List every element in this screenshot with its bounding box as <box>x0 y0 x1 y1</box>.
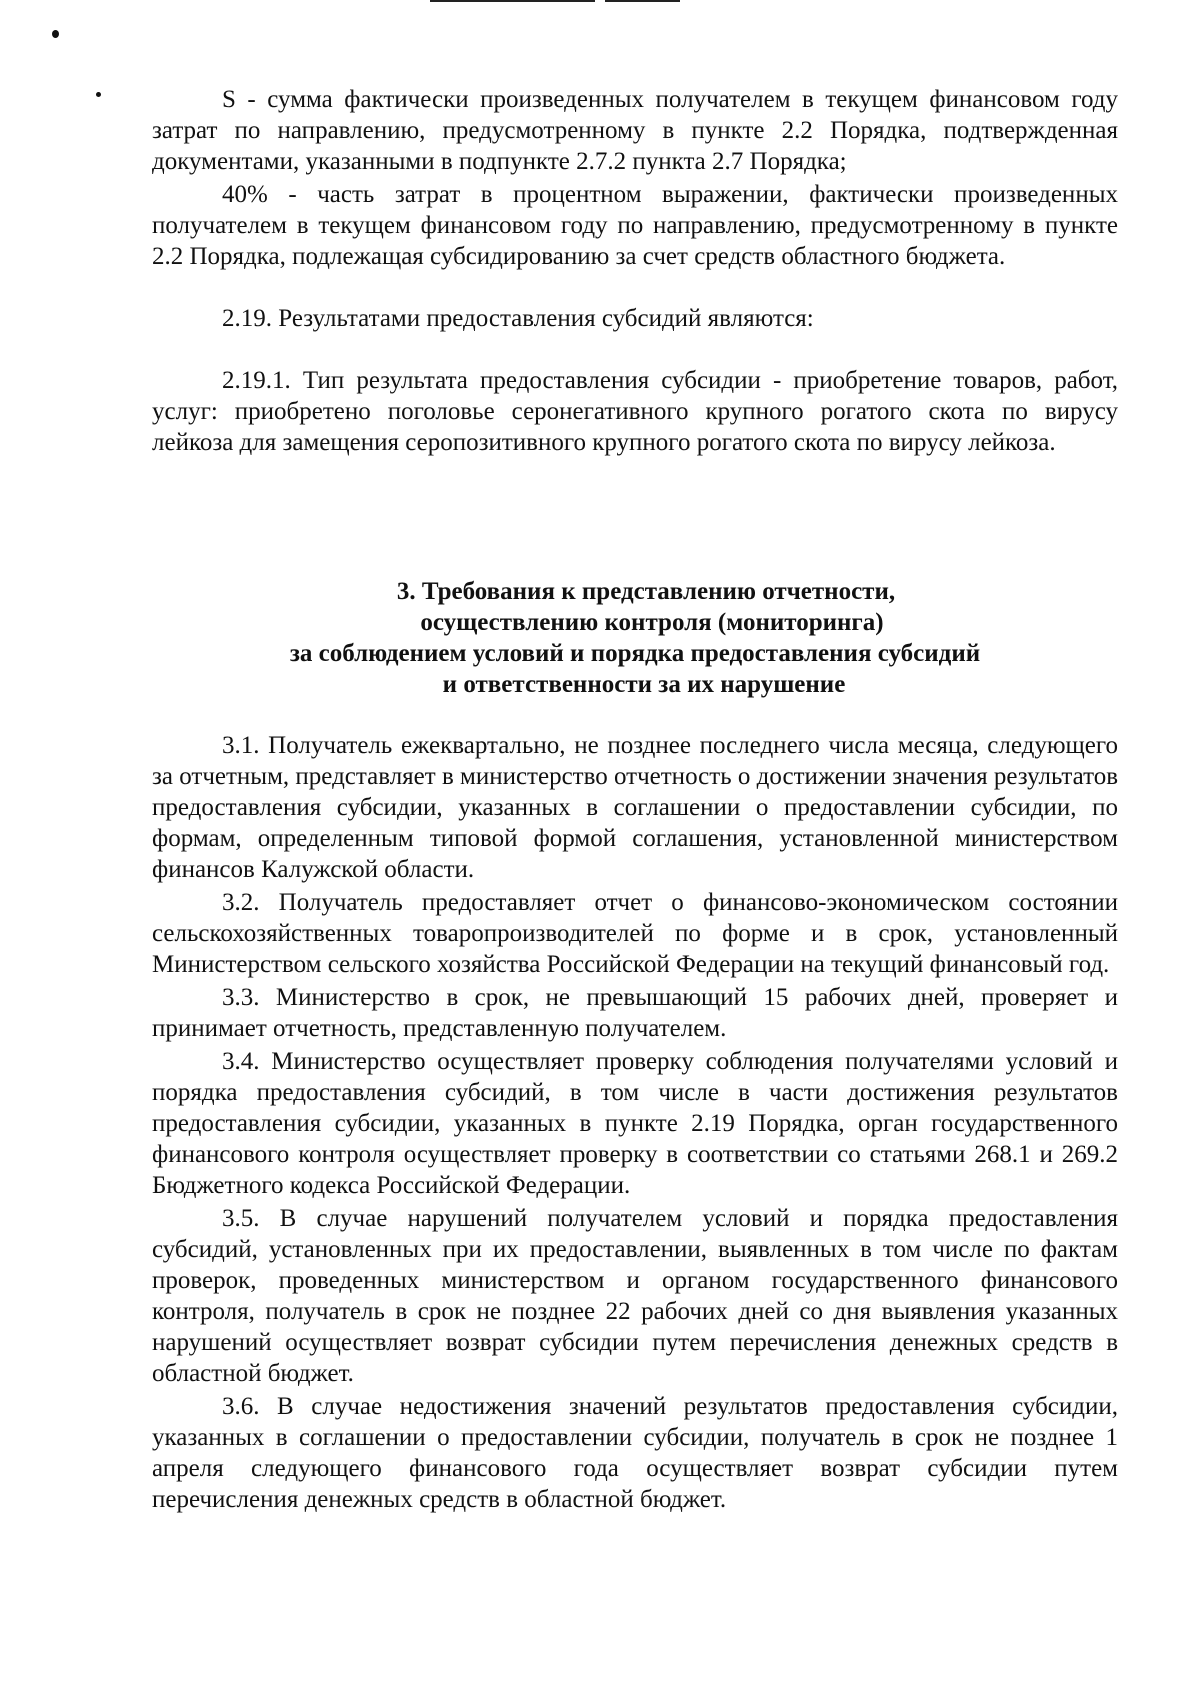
scan-artifact-speck <box>52 30 59 38</box>
paragraph-3-4: 3.4. Министерство осуществляет проверку соблюдения получателями условий и порядка предоставления субсидий, в том числе в части достижения результатов предоставления субсидии, указанных в пункте 2.19 Порядка, орган государственного финансового контроля осуществляет проверку в соответствии со статьями 268.1 и 269.2 Бюджетного кодекса Российской Федерации. <box>152 1048 1118 1199</box>
heading-line: и ответственности за их нарушение <box>442 671 846 698</box>
heading-line: 3. Требования к представлению отчетности, <box>396 578 896 605</box>
paragraph-2-19: 2.19. Результатами предоставления субсидий являются: <box>222 305 814 332</box>
scan-artifact-line <box>605 0 680 2</box>
paragraph-3-6: 3.6. В случае недостижения значений результатов предоставления субсидии, указанных в соглашении о предоставлении субсидии, получатель в срок не позднее 1 апреля следующего финансового года осуществляет возврат субсидии путем перечисления денежных средств в областной бюджет. <box>152 1393 1118 1513</box>
section-3-heading <box>152 576 1118 700</box>
paragraph-3-3: 3.3. Министерство в срок, не превышающий 15 рабочих дней, проверяет и принимает отчетность, представленную получателем. <box>152 984 1118 1042</box>
scan-artifact-speck <box>96 92 101 97</box>
paragraph-3-5: 3.5. В случае нарушений получателем условий и порядка предоставления субсидий, установленных при их предоставлении, выявленных в том числе по фактам проверок, проведенных министерством и органом государственного финансового контроля, получатель в срок не позднее 22 рабочих дней со дня выявления указанных нарушений осуществляет возврат субсидии путем перечисления денежных средств в областной бюджет. <box>152 1205 1118 1387</box>
paragraph-2-19-1: 2.19.1. Тип результата предоставления субсидии - приобретение товаров, работ, услуг: приобретено поголовье серонегативного крупного рогатого скота по вирусу лейкоза для замещения серопозитивного крупного рогатого скота по вирусу лейкоза. <box>152 367 1118 456</box>
heading-line: за соблюдением условий и порядка предоставления субсидий <box>289 640 981 667</box>
scan-artifact-line <box>430 0 595 2</box>
paragraph-formula-s: S - сумма фактически произведенных получателем в текущем финансовом году затрат по направлению, предусмотренному в пункте 2.2 Порядка, подтвержденная документами, указанными в подпункте 2.7.2 пункта 2.7 Порядка; <box>152 86 1118 175</box>
document-body <box>152 84 1118 1515</box>
heading-line: осуществлению контроля (мониторинга) <box>420 609 884 636</box>
paragraph-formula-40: 40% - часть затрат в процентном выражении, фактически произведенных получателем в текущем финансовом году по направлению, предусмотренному в пункте 2.2 Порядка, подлежащая субсидированию за счет средств областного бюджета. <box>152 181 1118 270</box>
paragraph-3-1: 3.1. Получатель ежеквартально, не позднее последнего числа месяца, следующего за отчетным, представляет в министерство отчетность о достижении значения результатов предоставления субсидии, указанных в соглашении о предоставлении субсидии, по формам, определенным типовой формой соглашения, установленной министерством финансов Калужской области. <box>152 732 1118 883</box>
paragraph-3-2: 3.2. Получатель предоставляет отчет о финансово-экономическом состоянии сельскохозяйственных товаропроизводителей по форме и в срок, установленный Министерством сельского хозяйства Российской Федерации на текущий финансовый год. <box>152 889 1118 978</box>
